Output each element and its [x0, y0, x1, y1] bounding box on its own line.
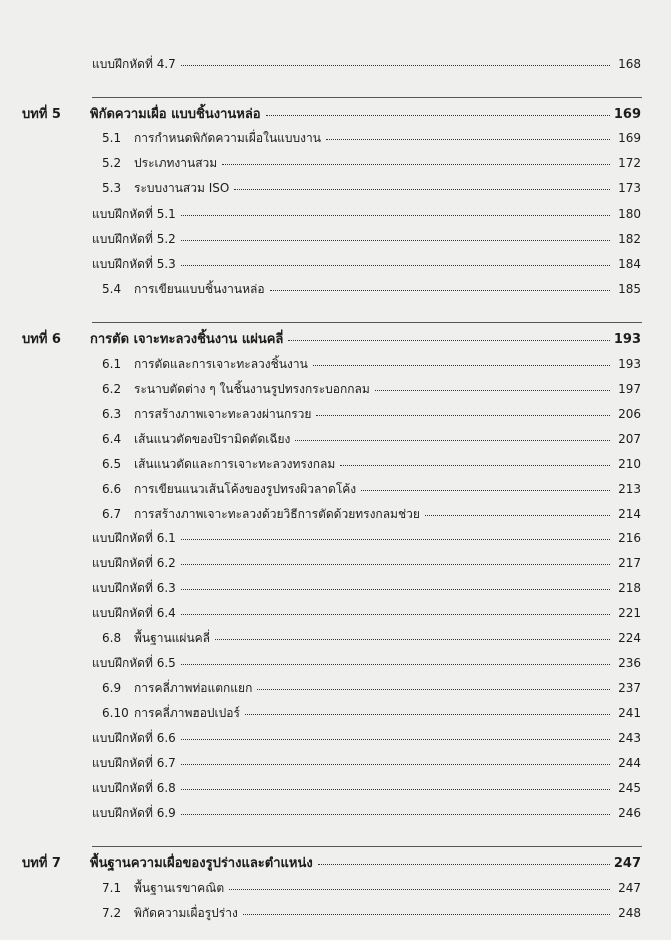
toc-entry-exercise[interactable]: [92, 532, 641, 544]
page-number: 244: [618, 756, 641, 770]
entry-title: แบบฝึกหัดที่ 6.3: [92, 581, 176, 595]
entry-title: พิกัดความเผื่อ แบบชิ้นงานหล่อ: [90, 107, 261, 122]
section-number: 5.3: [102, 181, 122, 195]
toc-entry-section[interactable]: [102, 907, 641, 919]
entry-title: เส้นแนวตัดของปิรามิดตัดเฉียง: [134, 432, 291, 446]
dot-leader: [181, 265, 610, 266]
entry-title: พิกัดความเผื่อรูปร่าง: [134, 906, 238, 920]
page-number: 248: [618, 906, 641, 920]
entry-title: เส้นแนวตัดและการเจาะทะลวงทรงกลม: [134, 457, 336, 471]
page-number: 172: [618, 156, 641, 170]
dot-leader: [181, 764, 610, 765]
toc-entry-section[interactable]: [102, 882, 641, 894]
toc-entry-exercise[interactable]: [92, 732, 641, 744]
page-number: 243: [618, 731, 641, 745]
entry-title: การตัดและการเจาะทะลวงชิ้นงาน: [134, 357, 308, 371]
section-number: 6.10: [102, 706, 129, 720]
entry-title: การสร้างภาพเจาะทะลวงผ่านกรวย: [134, 407, 312, 421]
page-number: 246: [618, 806, 641, 820]
section-number: 6.1: [102, 357, 122, 371]
toc-entry-section[interactable]: [102, 458, 641, 470]
page-number: 221: [618, 606, 641, 620]
toc-entry-exercise[interactable]: [92, 757, 641, 769]
entry-title: แบบฝึกหัดที่ 6.9: [92, 806, 176, 820]
entry-title: พื้นฐานเรขาคณิต: [134, 881, 225, 895]
page-number: 184: [618, 257, 641, 271]
toc-entry-section[interactable]: [102, 433, 641, 445]
entry-title: พื้นฐานความเผื่อของรูปร่างและตำแหน่ง: [90, 856, 313, 871]
entry-title: แบบฝึกหัดที่ 6.5: [92, 656, 176, 670]
dot-leader: [295, 440, 610, 441]
entry-title: แบบฝึกหัดที่ 4.7: [92, 57, 176, 71]
toc-entry-section[interactable]: [102, 682, 641, 694]
section-number: 6.8: [102, 631, 122, 645]
page-number: 182: [618, 232, 641, 246]
dot-leader: [270, 290, 610, 291]
toc-entry-exercise[interactable]: [92, 657, 641, 669]
toc-entry-exercise[interactable]: [92, 807, 641, 819]
toc-entry-section[interactable]: [102, 157, 641, 169]
dot-leader: [229, 889, 610, 890]
dot-leader: [318, 864, 610, 865]
entry-title: การกำหนดพิกัดความเผื่อในแบบงาน: [134, 131, 321, 145]
dot-leader: [266, 115, 610, 116]
dot-leader: [181, 814, 610, 815]
entry-title: แบบฝึกหัดที่ 5.1: [92, 207, 176, 221]
toc-entry-exercise[interactable]: [92, 233, 641, 245]
dot-leader: [181, 664, 610, 665]
section-number: 5.2: [102, 156, 122, 170]
section-number: 5.1: [102, 131, 122, 145]
section-number: 5.4: [102, 282, 122, 296]
dot-leader: [181, 789, 610, 790]
page-number: 210: [618, 457, 641, 471]
dot-leader: [181, 589, 610, 590]
section-number: 6.3: [102, 407, 122, 421]
entry-title: ประเภทงานสวม: [134, 156, 218, 170]
entry-title: การสร้างภาพเจาะทะลวงด้วยวิธีการตัดด้วยทรงกลมช่วย: [134, 507, 420, 521]
toc-entry-section[interactable]: [102, 283, 641, 295]
dot-leader: [425, 515, 610, 516]
chapter-number: บทที่ 6: [22, 332, 61, 347]
page-number: 169: [613, 107, 641, 122]
dot-leader: [375, 390, 610, 391]
toc-entry-section[interactable]: [102, 132, 641, 144]
entry-title: แบบฝึกหัดที่ 6.2: [92, 556, 176, 570]
page-number: 216: [618, 531, 641, 545]
dot-leader: [181, 739, 610, 740]
dot-leader: [222, 164, 610, 165]
toc-entry-section[interactable]: [102, 408, 641, 420]
entry-title: แบบฝึกหัดที่ 5.3: [92, 257, 176, 271]
toc-entry-exercise[interactable]: [92, 782, 641, 794]
toc-entry-exercise[interactable]: [92, 607, 641, 619]
dot-leader: [340, 465, 610, 466]
page-number: 180: [618, 207, 641, 221]
entry-title: แบบฝึกหัดที่ 5.2: [92, 232, 176, 246]
entry-title: แบบฝึกหัดที่ 6.4: [92, 606, 176, 620]
entry-title: แบบฝึกหัดที่ 6.1: [92, 531, 176, 545]
chapter-divider: [92, 97, 642, 98]
page-number: 214: [618, 507, 641, 521]
page-number: 217: [618, 556, 641, 570]
dot-leader: [326, 139, 610, 140]
toc-entry-chapter[interactable]: [22, 333, 641, 346]
toc-entry-section[interactable]: [102, 508, 641, 520]
page-number: 193: [618, 357, 641, 371]
chapter-number: บทที่ 7: [22, 856, 61, 871]
toc-entry-section[interactable]: [102, 383, 641, 395]
dot-leader: [181, 240, 610, 241]
page-number: 241: [618, 706, 641, 720]
toc-entry-exercise[interactable]: [92, 58, 641, 70]
toc-entry-chapter[interactable]: [22, 857, 641, 870]
dot-leader: [243, 914, 610, 915]
toc-entry-chapter[interactable]: [22, 108, 641, 121]
dot-leader: [181, 564, 610, 565]
entry-title: การคลี่ภาพท่อแตกแยก: [134, 681, 253, 695]
toc-entry-exercise[interactable]: [92, 557, 641, 569]
entry-title: ระบบงานสวม ISO: [134, 181, 230, 195]
page-number: 207: [618, 432, 641, 446]
page-number: 237: [618, 681, 641, 695]
dot-leader: [288, 340, 610, 341]
page-number: 218: [618, 581, 641, 595]
page-number: 247: [613, 856, 641, 871]
section-number: 7.2: [102, 906, 122, 920]
page-number: 185: [618, 282, 641, 296]
entry-title: พื้นฐานแผ่นคลี่: [134, 631, 211, 645]
page-number: 245: [618, 781, 641, 795]
dot-leader: [181, 215, 610, 216]
entry-title: แบบฝึกหัดที่ 6.7: [92, 756, 176, 770]
entry-title: การตัด เจาะทะลวงชิ้นงาน แผ่นคลี่: [90, 332, 284, 347]
page-number: 236: [618, 656, 641, 670]
dot-leader: [361, 490, 610, 491]
page-number: 206: [618, 407, 641, 421]
page-number: 193: [613, 332, 641, 347]
toc-entry-exercise[interactable]: [92, 208, 641, 220]
page-number: 168: [618, 57, 641, 71]
entry-title: แบบฝึกหัดที่ 6.6: [92, 731, 176, 745]
toc-entry-exercise[interactable]: [92, 582, 641, 594]
dot-leader: [313, 365, 610, 366]
dot-leader: [181, 65, 610, 66]
section-number: 7.1: [102, 881, 122, 895]
section-number: 6.4: [102, 432, 122, 446]
dot-leader: [181, 614, 610, 615]
dot-leader: [181, 539, 610, 540]
page-number: 197: [618, 382, 641, 396]
toc-entry-section[interactable]: [102, 632, 641, 644]
section-number: 6.2: [102, 382, 122, 396]
entry-title: ระนาบตัดต่าง ๆ ในชิ้นงานรูปทรงกระบอกกลม: [134, 382, 370, 396]
section-number: 6.5: [102, 457, 122, 471]
section-number: 6.7: [102, 507, 122, 521]
toc-entry-section[interactable]: [102, 707, 641, 719]
page-number: 247: [618, 881, 641, 895]
page-number: 169: [618, 131, 641, 145]
entry-title: การเขียนแบบชิ้นงานหล่อ: [134, 282, 265, 296]
toc-entry-section[interactable]: [102, 182, 641, 194]
entry-title: การเขียนแนวเส้นโค้งของรูปทรงผิวลาดโค้ง: [134, 482, 357, 496]
toc-entry-section[interactable]: [102, 483, 641, 495]
page-number: 173: [618, 181, 641, 195]
dot-leader: [257, 689, 610, 690]
chapter-divider: [92, 846, 642, 847]
dot-leader: [234, 189, 610, 190]
entry-title: แบบฝึกหัดที่ 6.8: [92, 781, 176, 795]
toc-entry-exercise[interactable]: [92, 258, 641, 270]
toc-entry-section[interactable]: [102, 358, 641, 370]
entry-title: การคลี่ภาพฮอปเปอร์: [134, 706, 240, 720]
page-number: 213: [618, 482, 641, 496]
section-number: 6.6: [102, 482, 122, 496]
chapter-number: บทที่ 5: [22, 107, 61, 122]
dot-leader: [245, 714, 610, 715]
chapter-divider: [92, 322, 642, 323]
section-number: 6.9: [102, 681, 122, 695]
dot-leader: [316, 415, 610, 416]
page-number: 224: [618, 631, 641, 645]
dot-leader: [215, 639, 610, 640]
